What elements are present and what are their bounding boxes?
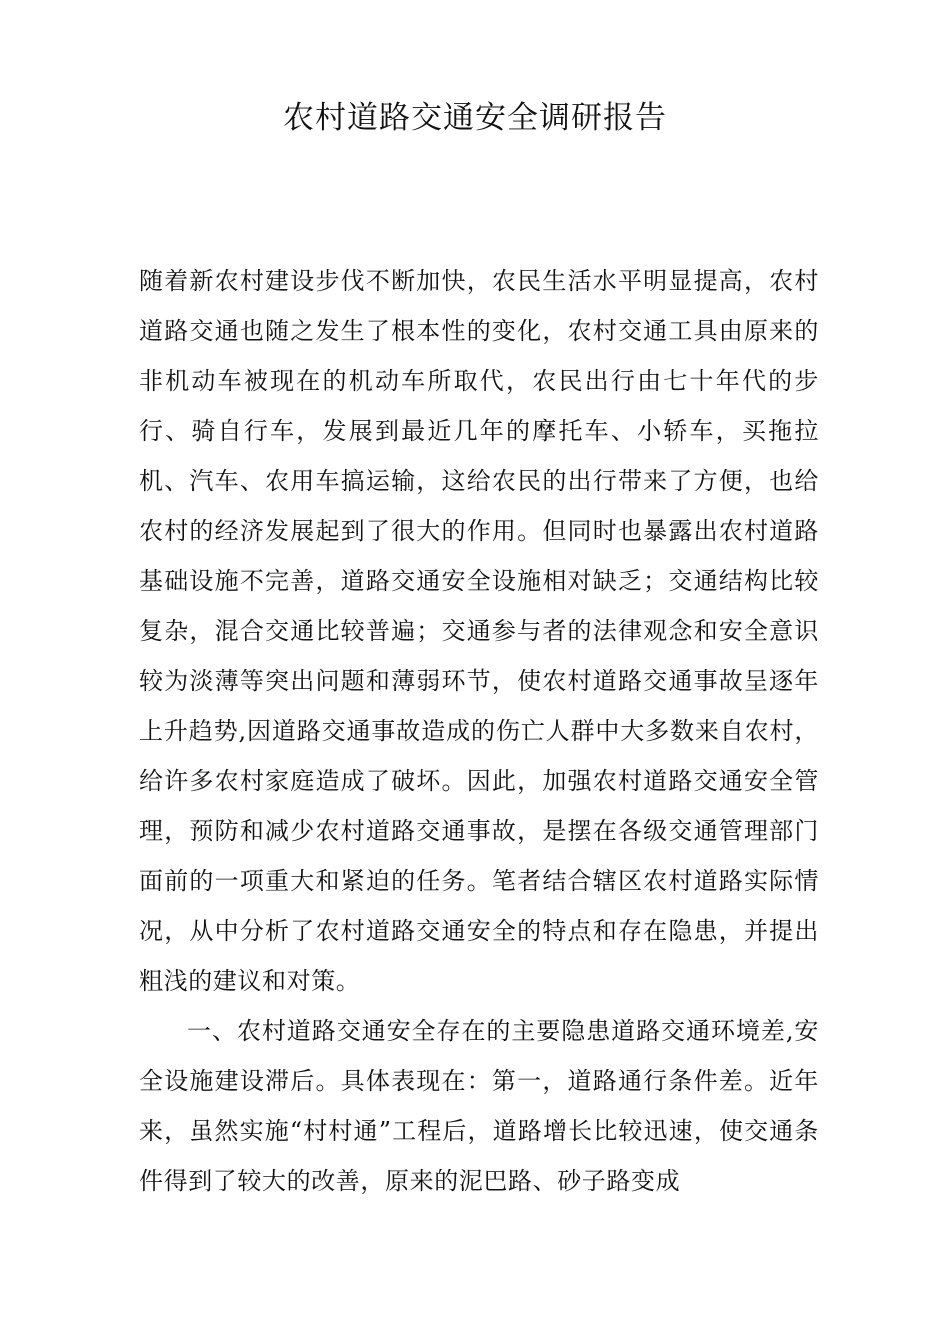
document-body — [139, 256, 819, 1206]
paragraph-section-one: 一、农村道路交通安全存在的主要隐患道路交通环境差,安全设施建设滞后。具体表现在：第一，道路通行条件差。近年来，虽然实施“村村通”工程后，道路增长比较迅速，使交通条件得到了较大的改善，原来的泥巴路、砂子路变成 — [139, 1017, 819, 1195]
paragraph-intro: 随着新农村建设步伐不断加快，农民生活水平明显提高，农村道路交通也随之发生了根本性的变化，农村交通工具由原来的非机动车被现在的机动车所取代，农民出行由七十年代的步行、骑自行车，发展到最近几年的摩托车、小轿车，买拖拉机、汽车、农用车搞运输，这给农民的出行带来了方便，也给农村的经济发展起到了很大的作用。但同时也暴露出农村道路基础设施不完善，道路交通安全设施相对缺乏；交通结构比较复杂，混合交通比较普遍；交通参与者的法律观念和安全意识较为淡薄等突出问题和薄弱环节，使农村道路交通事故呈逐年上升趋势,因道路交通事故造成的伤亡人群中大多数来自农村，给许多农村家庭造成了破坏。因此，加强农村道路交通安全管理，预防和减少农村道路交通事故，是摆在各级交通管理部门面前的一项重大和紧迫的任务。笔者结合辖区农村道路实际情况，从中分析了农村道路交通安全的特点和存在隐患，并提出粗浅的建议和对策。 — [139, 267, 819, 995]
document-title: 农村道路交通安全调研报告 — [283, 100, 667, 136]
